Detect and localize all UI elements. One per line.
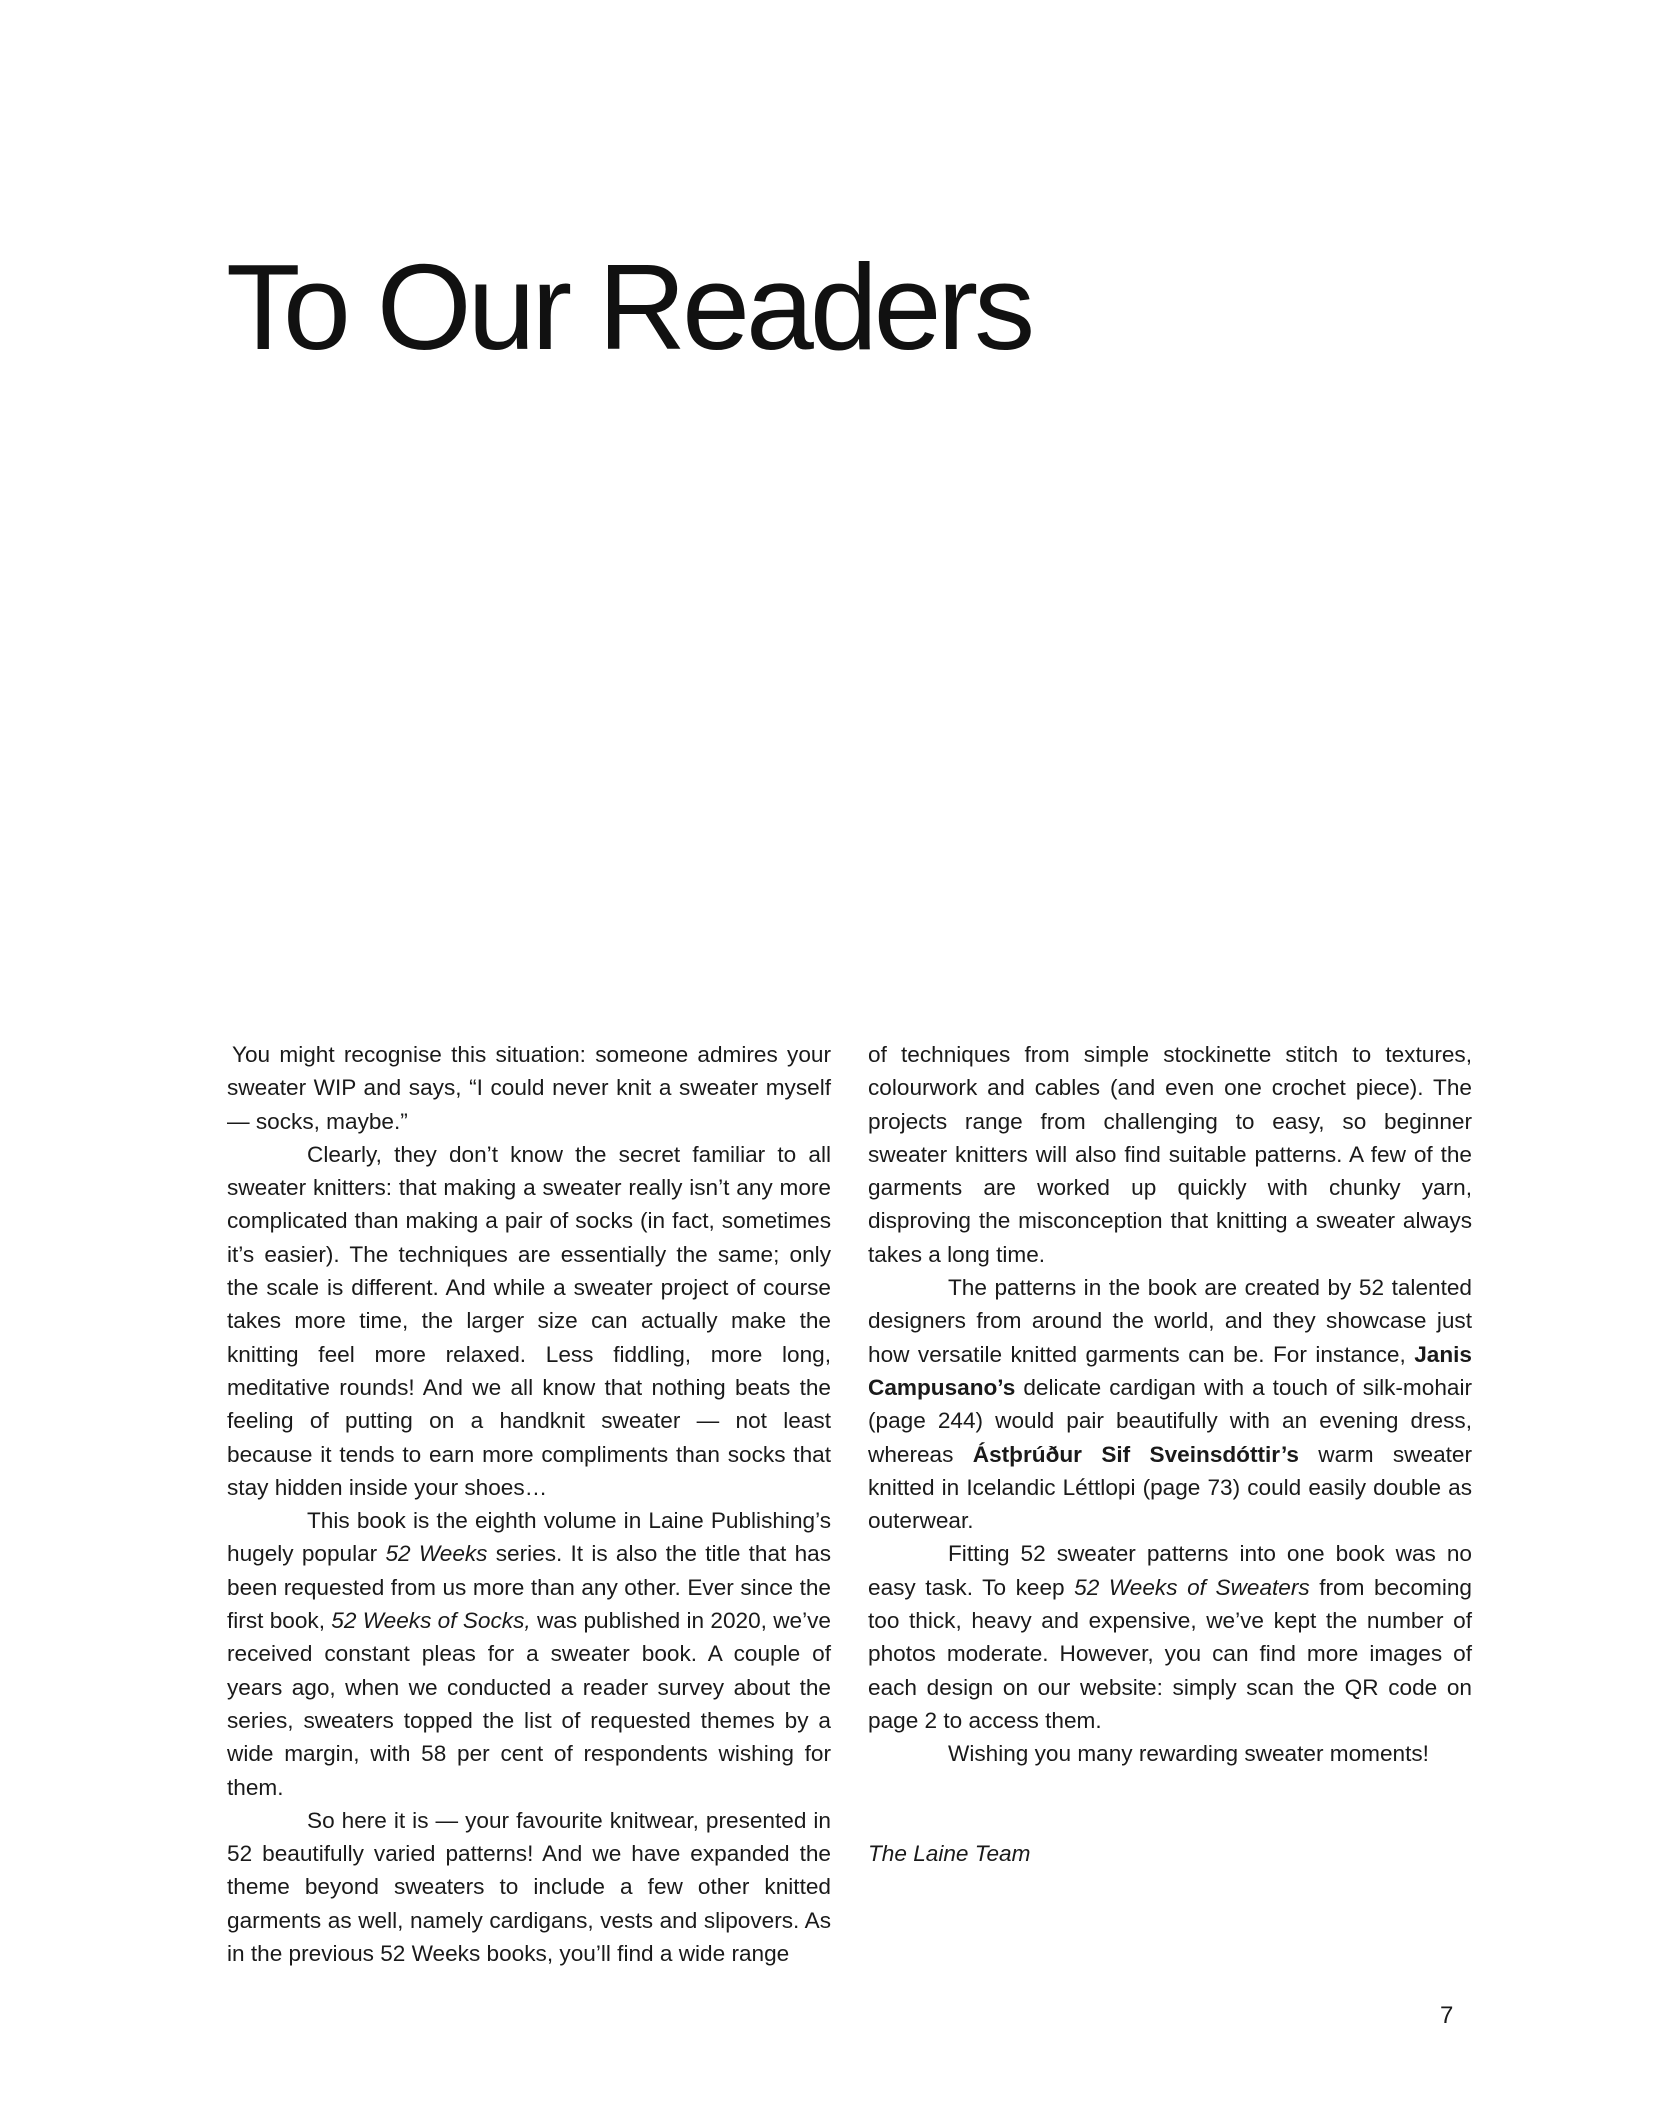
text-run: from becoming too thick, heavy and expensive, we’ve kept the number of photos moderate. However, you can find more images of each design on our website: simply scan the QR code on page 2 to access them. [868,1574,1472,1733]
paragraph-secret: Clearly, they don’t know the secret familiar to all sweater knitters: that making a sweater really isn’t any more complicated than making a pair of socks (in fact, sometimes it’s easier). The techniques are essentially the same; only the scale is different. And while a sweater project of course takes more time, the larger size can actually make the knitting feel more relaxed. Less fiddling, more long, meditative rounds! And we all know that nothing beats the feeling of putting on a handknit sweater — not least because it tends to earn more compliments than socks that stay hidden inside your shoes… [227,1141,831,1500]
page-number: 7 [1440,2002,1454,2029]
text-run: series. It is also the title that has been requested from us more than any other. Ever since the first book, [227,1541,831,1634]
paragraph-eighth-volume [227,1504,831,1804]
body-column-left [227,1038,831,1970]
series-title: 52 Weeks [385,1541,488,1567]
designer-name: Janis Campusano’s [868,1341,1472,1400]
paragraph-designers [868,1271,1472,1537]
text-run: was published in 2020, we’ve received constant pleas for a sweater book. A couple of years ago, when we conducted a reader survey about the series, sweaters topped the list of requested themes by a wide margin, with 58 per cent of respondents wishing for them. [227,1608,831,1800]
text-run: This book is the eighth volume in Laine Publishing’s hugely popular [227,1508,831,1567]
body-column-right [868,1038,1472,1870]
text-run: delicate cardigan with a touch of silk-mohair (page 244) would pair beautifully with an evening dress, whereas [868,1374,1472,1467]
text-run: Fitting 52 sweater patterns into one book was no easy task. To keep [868,1541,1472,1600]
book-title: 52 Weeks of Socks, [331,1608,531,1634]
paragraph-techniques: of techniques from simple stockinette stitch to textures, colourwork and cables (and even one crochet piece). The projects range from challenging to easy, so beginner sweater knitters will also find suitable patterns. A few of the garments are worked up quickly with chunky yarn, disproving the misconception that knitting a sweater always takes a long time. [868,1042,1472,1267]
text-run: The patterns in the book are created by 52 talented designers from around the world, and they showcase just how versatile knitted garments can be. For instance, [868,1275,1472,1367]
designer-name: Ástþrúður Sif Sveinsdóttir’s [972,1441,1299,1467]
book-title: 52 Weeks of Sweaters [1074,1574,1310,1600]
signature: The Laine Team [868,1840,1031,1866]
paragraph-intro: You might recognise this situation: someone admires your sweater WIP and says, “I could never knit a sweater myself — socks, maybe.” [227,1042,831,1134]
paragraph-fitting [868,1537,1472,1737]
page-title: To Our Readers [226,239,1032,375]
paragraph-wishing: Wishing you many rewarding sweater moments! [948,1741,1429,1767]
text-run: warm sweater knitted in Icelandic Léttlopi (page 73) could easily double as outerwear. [868,1441,1472,1534]
paragraph-here-it-is: So here it is — your favourite knitwear, presented in 52 beautifully varied patterns! And we have expanded the theme beyond sweaters to include a few other knitted garments as well, namely cardigans, vests and slipovers. As in the previous 52 Weeks books, you’ll find a wide range [227,1807,831,1967]
